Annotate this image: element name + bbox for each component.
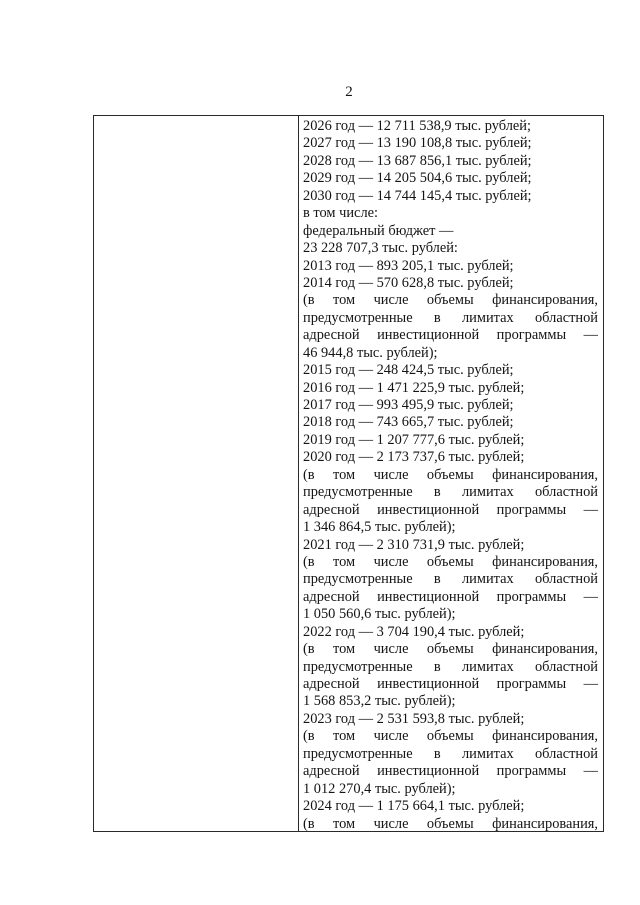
funding-note-line: 46 944,8 тыс. рублей); [303, 344, 438, 361]
funding-note-line: предусмотренные в лимитах областной [303, 571, 598, 588]
funding-note-line: адресной инвестиционной программы — [303, 588, 598, 605]
funding-note-line: 1 568 853,2 тыс. рублей); [303, 693, 456, 710]
funding-line: 2013 год — 893 205,1 тыс. рублей; [303, 257, 514, 274]
funding-note-line: адресной инвестиционной программы — [303, 763, 598, 780]
funding-line: 2026 год — 12 711 538,9 тыс. рублей; [303, 118, 532, 134]
funding-line: 2023 год — 2 531 593,8 тыс. рублей; [303, 710, 525, 727]
funding-note-line: (в том числе объемы финансирования, [303, 553, 598, 570]
funding-line: 23 228 707,3 тыс. рублей: [303, 240, 458, 257]
funding-note-line: адресной инвестиционной программы — [303, 327, 598, 344]
funding-line: 2030 год — 14 744 145,4 тыс. рублей; [303, 187, 532, 204]
funding-note-line: (в том числе объемы финансирования, [303, 466, 598, 483]
funding-line: федеральный бюджет — [303, 222, 454, 239]
funding-note-line: предусмотренные в лимитах областной [303, 658, 598, 675]
funding-note-line: 1 050 560,6 тыс. рублей); [303, 606, 456, 623]
funding-note-line: предусмотренные в лимитах областной [303, 484, 598, 501]
funding-line: 2015 год — 248 424,5 тыс. рублей; [303, 362, 514, 379]
funding-line: 2027 год — 13 190 108,8 тыс. рублей; [303, 135, 532, 152]
funding-line: 2018 год — 743 665,7 тыс. рублей; [303, 414, 514, 431]
funding-line: 2017 год — 993 495,9 тыс. рублей; [303, 397, 514, 413]
funding-note-line: (в том числе объемы финансирования, [303, 815, 598, 832]
funding-line: 2020 год — 2 173 737,6 тыс. рублей; [303, 449, 525, 466]
funding-note-line: (в том числе объемы финансирования, [303, 728, 598, 745]
funding-line: 2028 год — 13 687 856,1 тыс. рублей; [303, 152, 532, 169]
funding-note-line: 1 346 864,5 тыс. рублей); [303, 519, 456, 536]
funding-line: 2016 год — 1 471 225,9 тыс. рублей; [303, 379, 525, 396]
funding-line: 2024 год — 1 175 664,1 тыс. рублей; [303, 798, 525, 815]
funding-note-line: предусмотренные в лимитах областной [303, 309, 598, 326]
funding-note-line: предусмотренные в лимитах областной [303, 745, 598, 762]
funding-line: 2029 год — 14 205 504,6 тыс. рублей; [303, 170, 532, 187]
funding-note-line: (в том числе объемы финансирования, [303, 292, 598, 309]
funding-table [93, 115, 604, 832]
funding-note-line: (в том числе объемы финансирования, [303, 641, 598, 658]
funding-line: 2021 год — 2 310 731,9 тыс. рублей; [303, 536, 525, 553]
page-number: 2 [345, 84, 353, 100]
funding-line: 2014 год — 570 628,8 тыс. рублей; [303, 274, 514, 291]
funding-note-line: 1 012 270,4 тыс. рублей); [303, 780, 456, 797]
table-right-cell [300, 116, 603, 833]
funding-note-line: адресной инвестиционной программы — [303, 501, 598, 518]
table-left-cell [94, 116, 299, 831]
funding-line: 2022 год — 3 704 190,4 тыс. рублей; [303, 623, 525, 640]
funding-line: в том числе: [303, 205, 379, 222]
funding-line: 2019 год — 1 207 777,6 тыс. рублей; [303, 431, 525, 448]
funding-note-line: адресной инвестиционной программы — [303, 676, 598, 692]
